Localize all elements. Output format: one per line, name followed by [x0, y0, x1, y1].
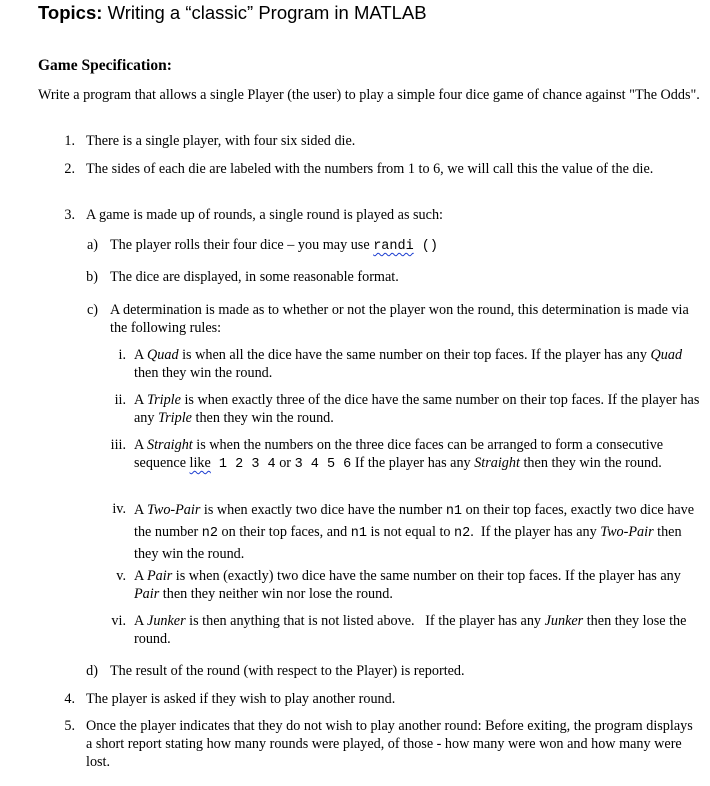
text-part: then they win the round. [134, 524, 682, 562]
term-junker: Junker [147, 613, 186, 629]
code-n2: n2 [201, 526, 218, 541]
item-text: The sides of each die are labeled with the numbers from 1 to 6, we will call this the value of the die. [86, 161, 654, 177]
item-text [110, 236, 706, 256]
text-part: A [134, 347, 148, 363]
code-n1: n1 [445, 504, 463, 519]
item-text: Once the player indicates that they do not wish to play another round: Before exiting, the program displays a short report stating how many rounds were played, of those - how many were won and how many were lost. [86, 718, 693, 770]
text-part: or [275, 455, 295, 471]
text-part: A [134, 437, 148, 453]
text-part: is when (exactly) two dice have the same number on their top faces. If the player has any [172, 568, 681, 584]
item-text: A game is made up of rounds, a single round is played as such: [86, 207, 443, 223]
intro-paragraph: Write a program that allows a single Player (the user) to play a simple four dice game of chance against "The Odds". [38, 87, 700, 103]
text-part: is then anything that is not listed above. If the player has any [185, 613, 545, 629]
text-part: A [134, 568, 148, 584]
rule-text [134, 567, 706, 603]
term-pair: Pair [134, 586, 160, 602]
rule-text [134, 391, 706, 427]
code-n1: n1 [350, 526, 367, 541]
term-two-pair: Two-Pair [147, 502, 201, 518]
topic-label: Topics: [38, 2, 103, 23]
item-number: 4. [64, 691, 75, 707]
item-text-part: The player rolls their four dice – you may use [110, 237, 374, 253]
rule-number: ii. [114, 392, 126, 408]
item-text: There is a single player, with four six sided die. [86, 133, 356, 149]
item-text: The result of the round (with respect to the Player) is reported. [110, 663, 465, 679]
text-part: . If the player has any [470, 524, 601, 540]
text-part: then they win the round. [191, 410, 334, 426]
text-part: then they win the round. [134, 365, 273, 381]
item-text: The dice are displayed, in some reasonable format. [110, 269, 399, 285]
text-part: on their top faces, and [217, 524, 351, 540]
item-text: A determination is made as to whether or not the player won the round, this determination is made via the following rules: [110, 302, 689, 336]
rule-text [134, 612, 706, 648]
item-number: 5. [64, 718, 75, 734]
term-triple: Triple [147, 392, 181, 408]
sequence-3456: 3 4 5 6 [294, 457, 352, 472]
code-parens: () [413, 239, 439, 254]
text-part: then they win the round. [519, 455, 662, 471]
text-part: is when exactly two dice have the number [200, 502, 446, 518]
text-part: is when the numbers on the three dice faces can be arranged to form a consecutive sequence [134, 437, 664, 471]
text-part: is not equal to [366, 524, 455, 540]
term-triple: Triple [158, 410, 192, 426]
rule-number: v. [116, 568, 126, 584]
item-letter: d) [86, 663, 98, 679]
text-part: is when exactly three of the dice have the same number on their top faces. If the player has any [134, 392, 700, 426]
rule-number: vi. [111, 613, 126, 629]
sequence-1234: 1 2 3 4 [210, 457, 276, 472]
rule-number: iii. [110, 437, 126, 453]
text-part: A [134, 613, 148, 629]
topic-title [38, 2, 427, 24]
rule-text [134, 436, 706, 474]
item-number: 2. [64, 161, 75, 177]
item-number: 1. [64, 133, 75, 149]
topic-text: Writing a “classic” Program in MATLAB [107, 2, 427, 23]
term-straight: Straight [474, 455, 520, 471]
text-part: on their top faces, exactly two dice have the number [134, 502, 695, 540]
item-letter: a) [86, 237, 98, 253]
term-pair: Pair [147, 568, 173, 584]
spec-heading: Game Specification: [38, 57, 172, 74]
rule-number: i. [118, 347, 126, 363]
rule-text [134, 500, 706, 564]
text-like: like [189, 455, 211, 471]
text-part: then they lose the round. [134, 613, 687, 647]
item-number: 3. [64, 207, 75, 223]
text-part: If the player has any [351, 455, 475, 471]
text-part: then they neither win nor lose the round. [159, 586, 393, 602]
text-part: A [134, 392, 148, 408]
term-quad: Quad [650, 347, 683, 363]
term-two-pair: Two-Pair [600, 524, 654, 540]
item-letter: c) [86, 302, 98, 318]
term-quad: Quad [147, 347, 179, 363]
rule-number: iv. [112, 501, 126, 517]
text-part: A [134, 502, 148, 518]
item-text: The player is asked if they wish to play another round. [86, 691, 396, 707]
item-letter: b) [86, 269, 98, 285]
term-junker: Junker [544, 613, 584, 629]
rule-text [134, 346, 706, 382]
term-straight: Straight [147, 437, 193, 453]
code-n2: n2 [454, 526, 471, 541]
text-part: is when all the dice have the same number on their top faces. If the player has any [178, 347, 651, 363]
code-randi: randi [373, 239, 414, 254]
